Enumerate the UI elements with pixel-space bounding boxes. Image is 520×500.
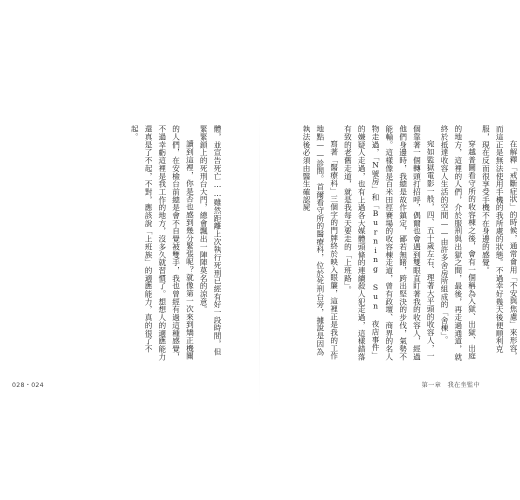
right-paragraph-2: 穿越普圖看守所的收容棟之後，會有一個稱為入獄、出獄、出庭的地方，這裡的人們，介於服刑與出獄之間，最後，再走過通道，就終於抵達收容人生活的空間——由許多舍房所組成的「舍棟」。 <box>440 125 477 361</box>
chapter-running-footer: 第一章 我在坐監中 <box>421 382 480 389</box>
right-paragraph-3: 宛如監獄電影一般，四、五十歲左右、理著大平頭的收容人，一個靠著一個轉頭打招呼，偶爾也會遇到雙眼直盯著我的收容人，經過他們身邊時，我總是故作鎮定，鄙若無睹，跨出堅決的步伐，氣勢不能輸。這樣像是百米田徑賽場的收容棟走道，曾有政壇、商界的名人物走過，「N號房」和「Burning Sun 夜店事件」的嫌疑人走過，也有上過各大媒體頭條的連續殺人犯走過，這樣錯落有致的老舊走道，就是我每天要走的「上班路」。 <box>343 125 436 361</box>
right-page-body <box>288 125 520 361</box>
right-paragraph-1: 在解釋「戒斷症狀」的時候，通常會用「不安與焦慮」來形容，而這正是無法使用手機的我所處的狀態。不過幸好幾天後便順利克服，現在反而很享受手機不在身邊的感覺。 <box>481 125 518 360</box>
left-paragraph-1: 體，並宣告死亡……雖然距離上次執行死刑已經有好一段時間，但緊緊鎖上的死刑台大門，總會飄出一陣陣莫名的涼意。 <box>199 125 222 356</box>
right-page <box>260 0 520 500</box>
left-page-body <box>130 125 224 361</box>
left-page-number: 028・024 <box>12 382 44 389</box>
left-paragraph-2: 讀到這裡，你是否也感到幾分緊張呢？就像第一次來到矯正機關的人們，在安檢台前總是會不自覺被雙手，我也曾經有過這種感覺，不過幸虧這裡是我工作的地方，沒多久就習慣了。想想人的適應能力還真是了不起，不對，應該說「上班族」的適應能力，真的很了不起。 <box>130 125 195 361</box>
right-paragraph-4: 寫著「醫療科」三個字的門牌終於映入眼簾，這裡正是我的工作地點——診間。首爾看守所的醫療科，位於死刑台旁，據說是因為執法後必須由醫生確認屍 <box>302 125 339 360</box>
